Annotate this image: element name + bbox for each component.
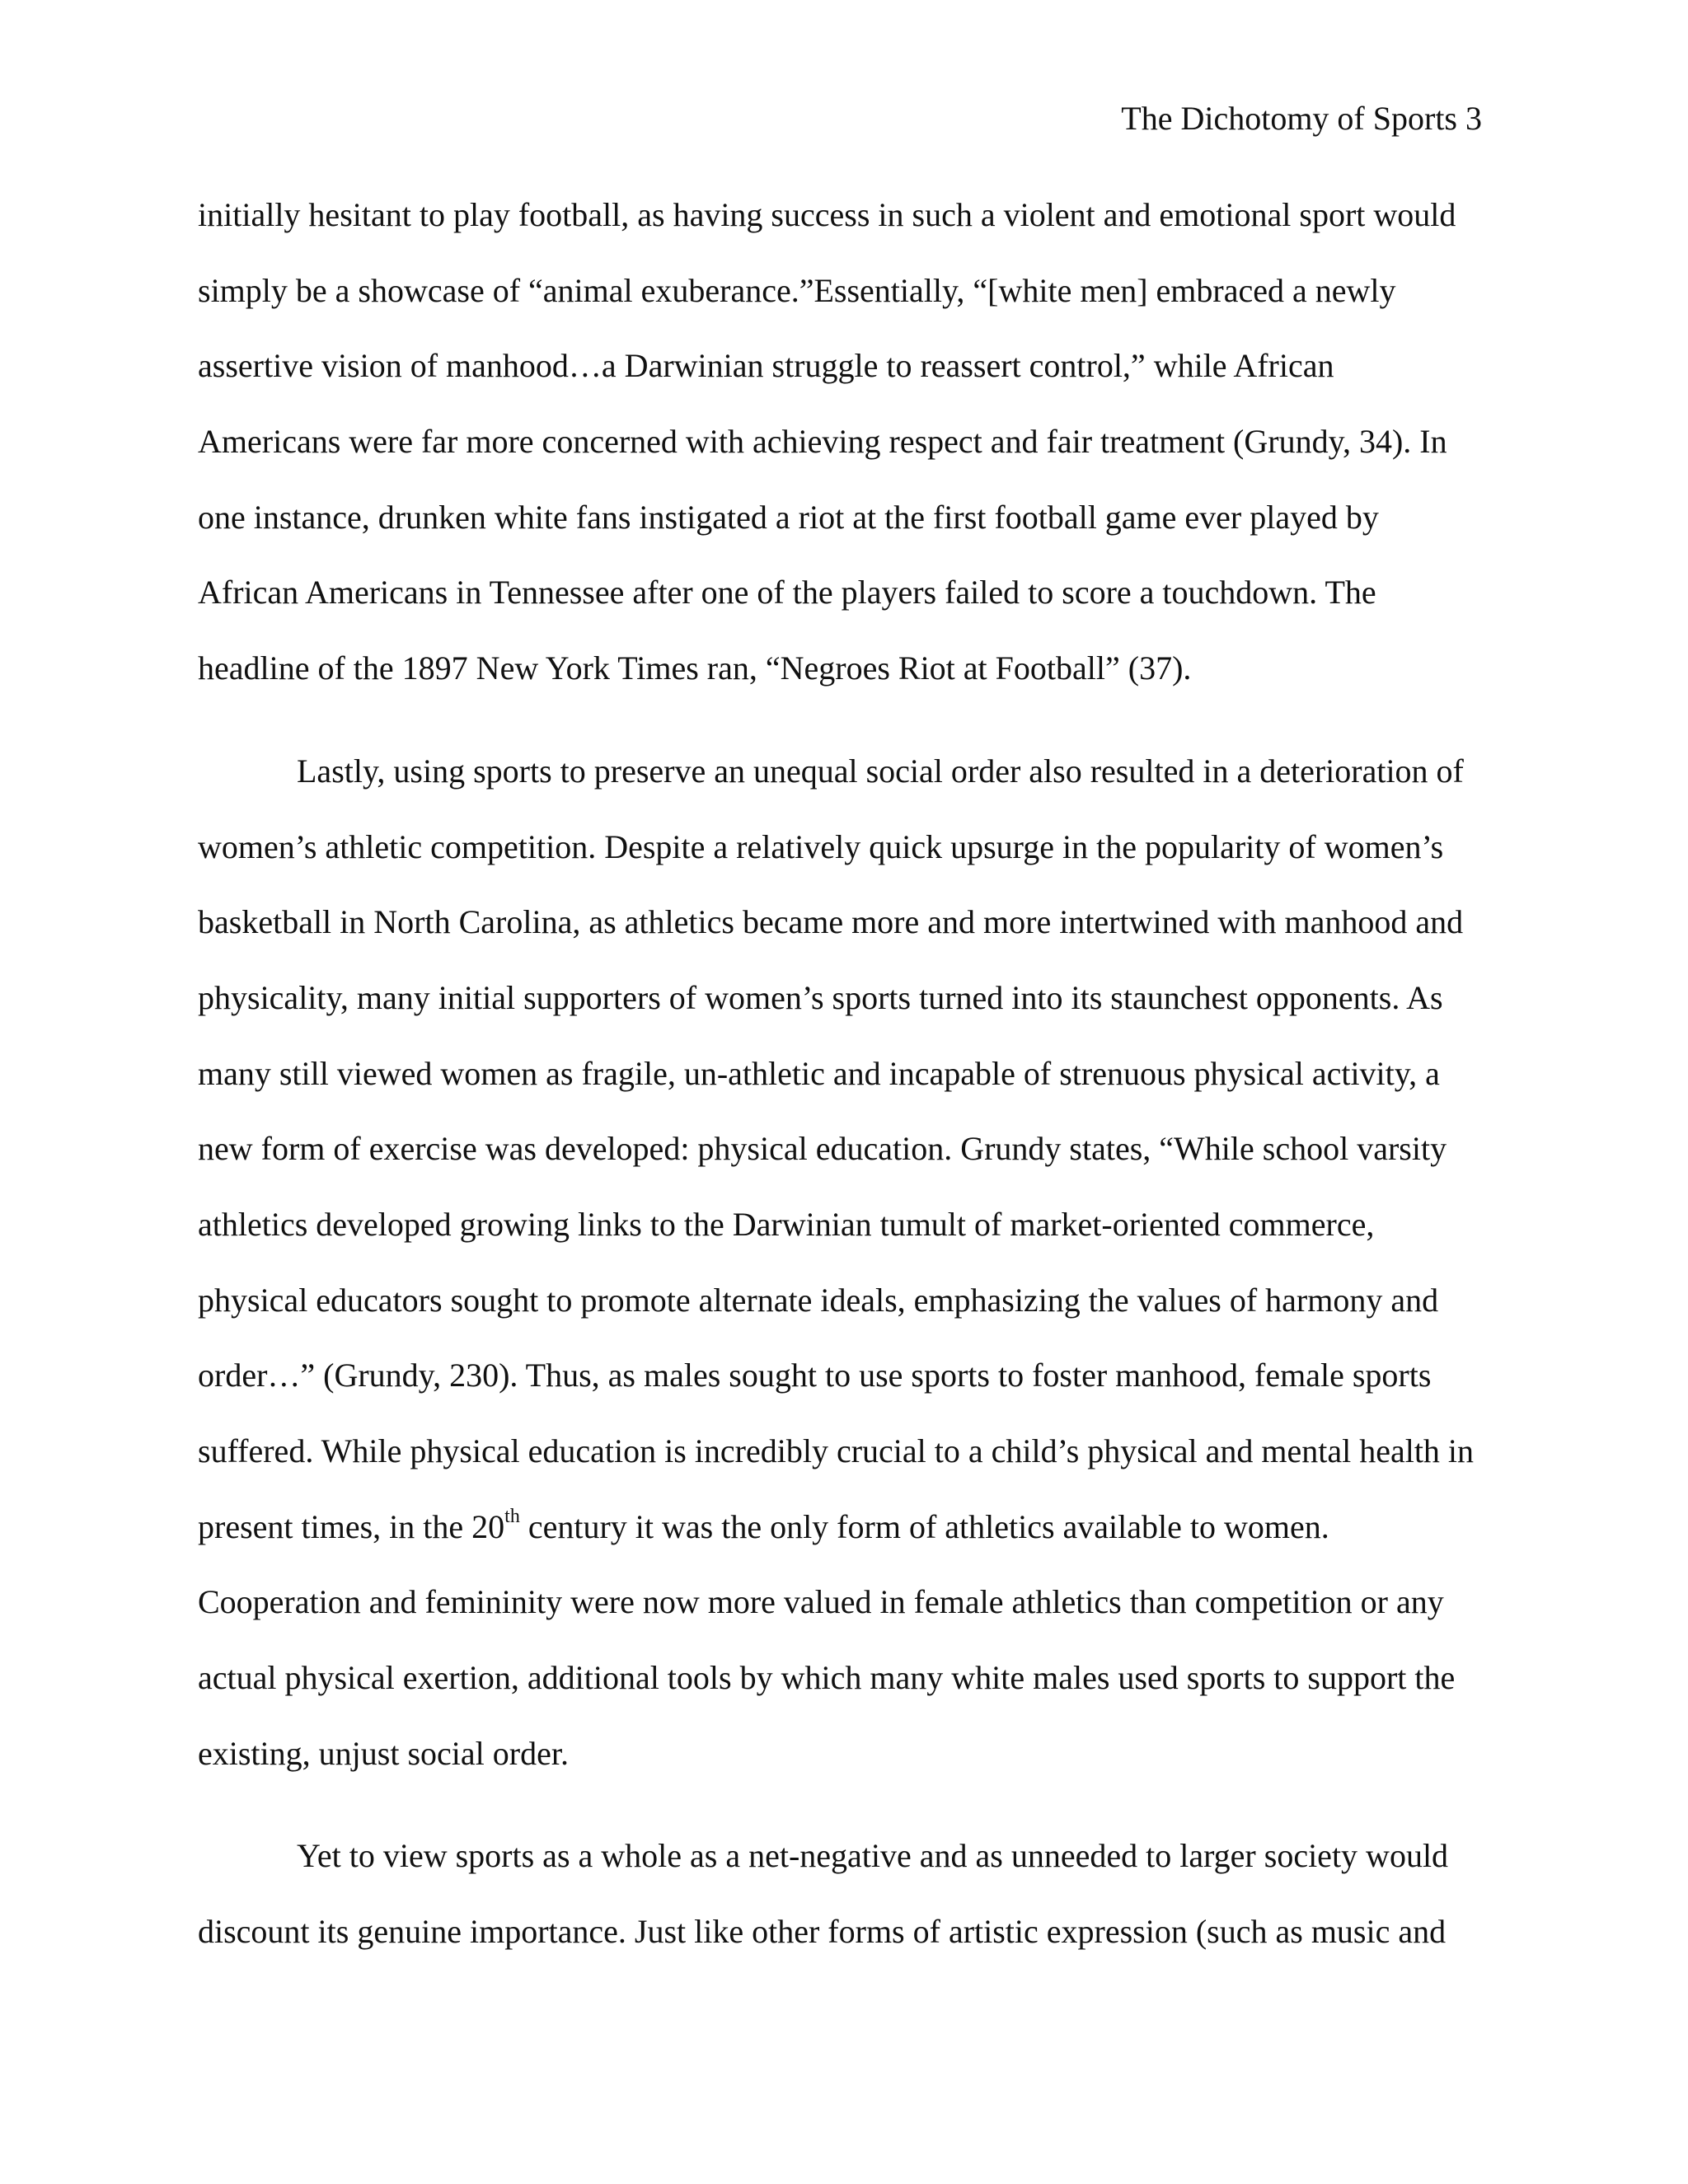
text-line: Cooperation and femininity were now more valued in female athletics than competition or any [198,1583,1444,1621]
text-line: actual physical exertion, additional tools by which many white males used sports to support the [198,1659,1456,1697]
text-line: initially hesitant to play football, as having success in such a violent and emotional sport would [198,196,1456,233]
text-line: suffered. While physical education is incredibly crucial to a child’s physical and mental health in [198,1432,1475,1469]
text-line: discount its genuine importance. Just like other forms of artistic expression (such as music and [198,1913,1447,1951]
text-line: headline of the 1897 New York Times ran, “Negroes Riot at Football” (37). [198,649,1192,687]
text-line: Americans were far more concerned with achieving respect and fair treatment (Grundy, 34). In [198,423,1447,461]
text-line: Yet to view sports as a whole as a net-negative and as unneeded to larger society would [297,1837,1449,1875]
text-line: basketball in North Carolina, as athletics became more and more intertwined with manhood and [198,903,1464,941]
text-line: African Americans in Tennessee after one of the players failed to score a touchdown. The [198,574,1376,612]
text-line: existing, unjust social order. [198,1734,569,1772]
paragraph-gap [198,1807,1492,1835]
text-line: many still viewed women as fragile, un-athletic and incapable of strenuous physical activity, a [198,1054,1440,1092]
text-line: women’s athletic competition. Despite a relatively quick upsurge in the popularity of women’s [198,827,1444,865]
superscript-line [198,1506,1492,1582]
running-head: The Dichotomy of Sports 3 [1121,100,1482,137]
paragraph-3 [198,1835,1492,1985]
text-segment: century it was the only form of athletics available to women. [519,1507,1329,1545]
text-segment: present times, in the 20 [198,1507,505,1545]
paragraph-1 [198,194,1492,723]
text-line: physicality, many initial supporters of women’s sports turned into its staunchest opponents. As [198,978,1443,1016]
text-line: athletics developed growing links to the Darwinian tumult of market-oriented commerce, [198,1205,1375,1243]
text-line: simply be a showcase of “animal exuberance.”Essentially, “[white men] embraced a newly [198,271,1396,309]
text-line: one instance, drunken white fans instigated a riot at the first football game ever played by [198,498,1379,536]
paragraph-gap [198,723,1492,750]
text-line: new form of exercise was developed: physical education. Grundy states, “While school varsity [198,1130,1447,1168]
text-line: assertive vision of manhood…a Darwinian struggle to reassert control,” while African [198,347,1334,385]
paragraph-2 [198,750,1492,1808]
text-line: physical educators sought to promote alternate ideals, emphasizing the values of harmony and [198,1281,1439,1319]
document-body [198,194,1492,1986]
superscript-text: th [504,1506,520,1528]
text-line: Lastly, using sports to preserve an unequal social order also resulted in a deterioration of [297,752,1464,790]
text-line: order…” (Grundy, 230). Thus, as males sought to use sports to foster manhood, female sports [198,1357,1432,1394]
